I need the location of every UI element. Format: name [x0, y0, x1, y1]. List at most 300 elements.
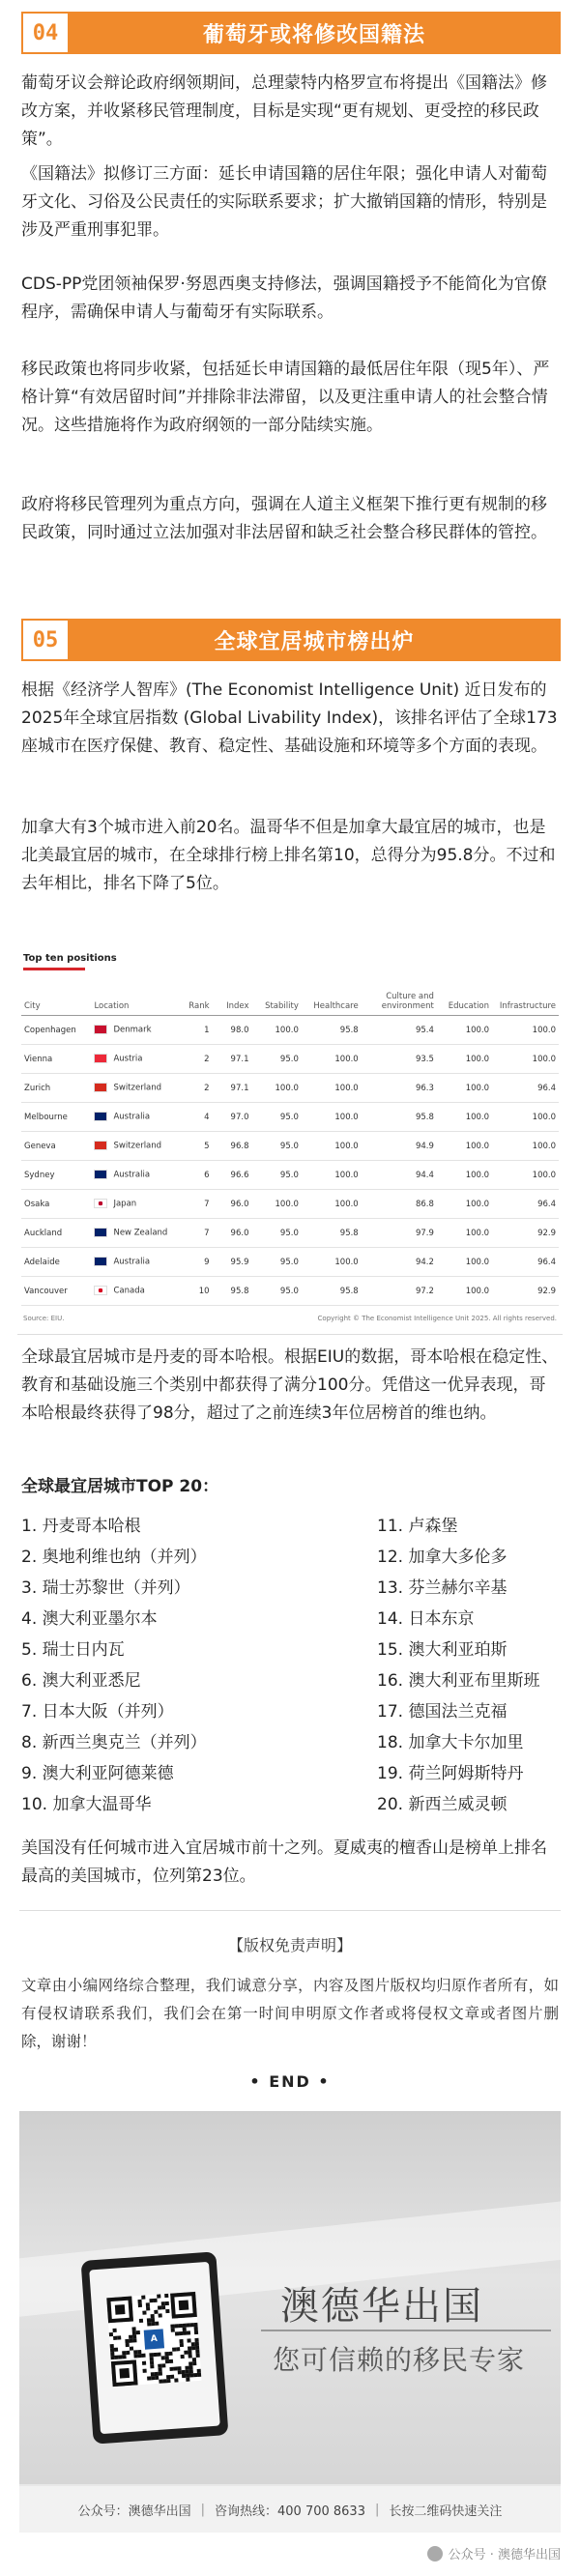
- infrastructure-cell-text: 100.0: [532, 1054, 556, 1064]
- healthcare-cell: [302, 1277, 362, 1306]
- index-cell-text: 97.1: [230, 1054, 249, 1064]
- stability-cell-text: 95.0: [279, 1286, 299, 1296]
- education-cell: [437, 1219, 492, 1248]
- infrastructure-cell: [492, 1103, 559, 1132]
- brand-banner: [19, 2111, 561, 2533]
- culture-cell: [362, 1103, 437, 1132]
- city-cell-text: Sydney: [24, 1170, 55, 1180]
- top20-list-item: 13. 芬兰赫尔辛基: [377, 1578, 508, 1598]
- nz-flag-icon: [94, 1228, 107, 1237]
- education-cell: [437, 1045, 492, 1074]
- ch-flag-icon: [94, 1083, 107, 1092]
- stability-cell: [251, 1045, 301, 1074]
- qr-module: [142, 2369, 146, 2373]
- index-cell-text: 96.8: [230, 1141, 249, 1151]
- qr-module: [194, 2330, 198, 2334]
- col-header: Stability: [251, 982, 301, 1016]
- qr-module: [181, 2355, 185, 2359]
- jp-flag-icon: [94, 1199, 107, 1208]
- table-row: [21, 1132, 559, 1161]
- index-cell: [213, 1103, 252, 1132]
- qr-module: [187, 2330, 190, 2334]
- top20-list-item: 5. 瑞士日内瓦: [21, 1640, 125, 1660]
- end-marker: • END •: [249, 2072, 331, 2091]
- qr-module: [136, 2330, 140, 2334]
- stability-cell: [251, 1132, 301, 1161]
- footer-separator: |: [374, 2502, 380, 2517]
- infrastructure-cell-text: 92.9: [537, 1286, 556, 1296]
- top20-list-item: 18. 加拿大卡尔加里: [377, 1733, 524, 1752]
- rank-cell-text: 5: [204, 1141, 210, 1151]
- rank-cell-text: 4: [204, 1112, 210, 1122]
- rank-cell-text: 6: [204, 1170, 210, 1180]
- au-flag-icon: [94, 1257, 107, 1266]
- infrastructure-cell: [492, 1277, 559, 1306]
- qr-module: [180, 2343, 184, 2347]
- table-title: Top ten positions: [23, 953, 117, 964]
- col-header: Education: [437, 982, 492, 1016]
- stability-cell: [251, 1016, 301, 1045]
- culture-cell-text: 94.2: [415, 1257, 434, 1267]
- healthcare-cell: [302, 1219, 362, 1248]
- section-title: 全球宜居城市榜出炉: [70, 621, 559, 659]
- qr-module: [126, 2351, 130, 2355]
- index-cell: [213, 1161, 252, 1190]
- city-cell: [21, 1103, 91, 1132]
- stability-cell-text: 100.0: [275, 1025, 299, 1035]
- footer-account: 公众号：澳德华出国: [77, 2504, 191, 2519]
- qr-module: [114, 2348, 118, 2352]
- top20-list-item: 19. 荷兰阿姆斯特丹: [377, 1764, 524, 1783]
- stability-cell-text: 95.0: [279, 1054, 299, 1064]
- brand-name: 澳德华出国: [280, 2284, 483, 2329]
- phone-screen: [89, 2262, 220, 2434]
- col-header: Healthcare: [302, 982, 362, 1016]
- index-cell-text: 97.1: [230, 1083, 249, 1093]
- education-cell: [437, 1132, 492, 1161]
- qr-module: [197, 2373, 201, 2377]
- healthcare-cell-text: 100.0: [334, 1141, 359, 1151]
- top20-list-item: 2. 奥地利维也纳（并列）: [21, 1548, 207, 1567]
- qr-module: [159, 2372, 162, 2376]
- top20-heading: 全球最宜居城市TOP 20：: [21, 1477, 219, 1496]
- index-cell: [213, 1219, 252, 1248]
- top20-list-item: 17. 德国法兰克福: [377, 1702, 508, 1722]
- education-cell: [437, 1248, 492, 1277]
- location-cell-text: Canada: [113, 1286, 145, 1296]
- qr-module: [122, 2355, 126, 2359]
- paragraph: 《国籍法》拟修订三方面：延长申请国籍的居住年限；强化申请人对葡萄牙文化、习俗及公民责任的实际联系要求；扩大撤销国籍的情形，特别是涉及严重刑事犯罪。: [21, 164, 547, 240]
- stability-cell-text: 95.0: [279, 1228, 299, 1238]
- education-cell-text: 100.0: [465, 1083, 490, 1093]
- culture-cell-text: 96.3: [415, 1083, 434, 1093]
- index-cell: [213, 1248, 252, 1277]
- table-row: [21, 1016, 559, 1045]
- ca-flag-icon: [94, 1286, 107, 1295]
- infrastructure-cell-text: 100.0: [532, 1112, 556, 1122]
- infrastructure-cell: [492, 1132, 559, 1161]
- paragraph: 全球最宜居城市是丹麦的哥本哈根。根据EIU的数据，哥本哈根在稳定性、教育和基础设施三个类别中都获得了满分100分。凭借这一优异表现，哥本哈根最终获得了98分，超过了之前连续3年位居榜首的维也纳。: [21, 1347, 559, 1423]
- location-cell-text: Switzerland: [113, 1083, 162, 1093]
- city-cell: [21, 1277, 91, 1306]
- rank-cell: [180, 1248, 212, 1277]
- healthcare-cell-text: 100.0: [334, 1083, 359, 1093]
- location-cell-text: Australia: [113, 1257, 151, 1267]
- education-cell-text: 100.0: [465, 1054, 490, 1064]
- footer-separator: |: [200, 2502, 205, 2517]
- qr-module: [141, 2296, 145, 2300]
- location-cell: [91, 1219, 180, 1248]
- col-header: Rank: [180, 982, 212, 1016]
- infrastructure-cell: [492, 1074, 559, 1103]
- culture-cell-text: 93.5: [415, 1054, 434, 1064]
- qr-module: [161, 2363, 165, 2367]
- education-cell: [437, 1103, 492, 1132]
- city-cell-text: Osaka: [24, 1199, 50, 1209]
- rank-cell-text: 2: [204, 1083, 210, 1093]
- top20-list-item: 15. 澳大利亚珀斯: [377, 1640, 508, 1660]
- top20-list-item: 7. 日本大阪（并列）: [21, 1702, 174, 1722]
- rank-cell: [180, 1132, 212, 1161]
- healthcare-cell-text: 100.0: [334, 1199, 359, 1209]
- table-row: [21, 1103, 559, 1132]
- qr-module: [157, 2294, 160, 2298]
- table-header-row: [21, 982, 559, 1016]
- healthcare-cell-text: 100.0: [334, 1054, 359, 1064]
- index-cell: [213, 1277, 252, 1306]
- culture-cell: [362, 1277, 437, 1306]
- top20-list-item: 1. 丹麦哥本哈根: [21, 1517, 141, 1536]
- brand-slogan: 您可信赖的移民专家: [273, 2344, 526, 2376]
- brand-divider: [261, 2330, 551, 2331]
- healthcare-cell: [302, 1132, 362, 1161]
- infrastructure-cell-text: 92.9: [537, 1228, 556, 1238]
- rank-cell-text: 2: [204, 1054, 210, 1064]
- table-row: [21, 1161, 559, 1190]
- stability-cell-text: 95.0: [279, 1141, 299, 1151]
- qr-finder: [170, 2292, 197, 2319]
- index-cell-text: 96.0: [230, 1228, 249, 1238]
- stability-cell: [251, 1219, 301, 1248]
- healthcare-cell: [302, 1045, 362, 1074]
- healthcare-cell: [302, 1074, 362, 1103]
- top20-list-item: 12. 加拿大多伦多: [377, 1548, 508, 1567]
- stability-cell-text: 95.0: [279, 1170, 299, 1180]
- qr-module: [165, 2301, 169, 2305]
- qr-module: [138, 2303, 142, 2307]
- top-ten-table: [21, 982, 559, 1306]
- infrastructure-cell: [492, 1219, 559, 1248]
- location-cell: [91, 1103, 180, 1132]
- rank-cell-text: 1: [204, 1025, 210, 1035]
- section-number: 04: [23, 14, 70, 52]
- healthcare-cell: [302, 1016, 362, 1045]
- qr-module: [155, 2322, 159, 2326]
- index-cell: [213, 1074, 252, 1103]
- table-row: [21, 1277, 559, 1306]
- education-cell-text: 100.0: [465, 1199, 490, 1209]
- paragraph: 美国没有任何城市进入宜居城市前十之列。夏威夷的檀香山是榜单上排名最高的美国城市，位列第23位。: [21, 1838, 547, 1886]
- stability-cell-text: 100.0: [275, 1083, 299, 1093]
- banner-footer: [19, 2486, 561, 2533]
- healthcare-cell-text: 100.0: [334, 1170, 359, 1180]
- location-cell: [91, 1016, 180, 1045]
- paragraph: 根据《经济学人智库》(The Economist Intelligence Unit) 近日发布的2025年全球宜居指数 (Global Livability Index)，该排名评估了全球173座城市在医疗保健、教育、稳定性、基础设施和环境等多个方面的表现。: [21, 680, 558, 756]
- qr-module: [132, 2338, 136, 2342]
- culture-cell: [362, 1161, 437, 1190]
- index-cell-text: 97.0: [230, 1112, 249, 1122]
- location-cell: [91, 1161, 180, 1190]
- city-cell-text: Vancouver: [24, 1286, 68, 1296]
- paragraph: 移民政策也将同步收紧，包括延长申请国籍的最低居住年限（现5年）、严格计算“有效居留时间”并排除非法滞留，以及更注重申请人的社会整合情况。这些措施将作为政府纲领的一部分陆续实施。: [21, 360, 550, 435]
- location-cell: [91, 1074, 180, 1103]
- city-cell: [21, 1132, 91, 1161]
- stability-cell-text: 95.0: [279, 1257, 299, 1267]
- city-cell: [21, 1161, 91, 1190]
- location-cell-text: Denmark: [113, 1025, 152, 1035]
- index-cell: [213, 1045, 252, 1074]
- top20-list-item: 3. 瑞士苏黎世（并列）: [21, 1578, 190, 1598]
- watermark-text: 公众号 · 澳德华出国: [448, 2548, 561, 2562]
- table-title-accent: [23, 968, 85, 970]
- copyright-title: 【版权免责声明】: [227, 1936, 352, 1954]
- infrastructure-cell-text: 96.4: [537, 1083, 556, 1093]
- qr-finder: [106, 2297, 133, 2324]
- footer-hotline: 咨询热线：400 700 8633: [215, 2504, 365, 2519]
- col-header: Infrastructure: [492, 982, 559, 1016]
- city-cell: [21, 1074, 91, 1103]
- watermark: [427, 2544, 561, 2562]
- section-title: 葡萄牙或将修改国籍法: [70, 14, 559, 52]
- location-cell: [91, 1045, 180, 1074]
- culture-cell: [362, 1074, 437, 1103]
- section-header-05: [21, 619, 561, 661]
- city-cell: [21, 1045, 91, 1074]
- qr-finder: [111, 2359, 138, 2387]
- rank-cell-text: 10: [198, 1286, 210, 1296]
- table-copyright: Copyright © The Economist Intelligence Unit 2025. All rights reserved.: [317, 1315, 557, 1322]
- stability-cell: [251, 1277, 301, 1306]
- qr-module: [112, 2329, 116, 2332]
- infrastructure-cell-text: 100.0: [532, 1170, 556, 1180]
- qr-module: [142, 2311, 146, 2315]
- city-cell: [21, 1016, 91, 1045]
- city-cell-text: Copenhagen: [24, 1025, 76, 1035]
- top20-list-item: 6. 澳大利亚悉尼: [21, 1671, 141, 1691]
- stability-cell: [251, 1190, 301, 1219]
- stability-cell: [251, 1103, 301, 1132]
- culture-cell-text: 86.8: [415, 1199, 434, 1209]
- culture-cell: [362, 1190, 437, 1219]
- infrastructure-cell-text: 100.0: [532, 1141, 556, 1151]
- qr-module: [169, 2359, 173, 2363]
- qr-module: [142, 2361, 146, 2365]
- section-header-04: [21, 12, 561, 54]
- copyright-body: 文章由小编网络综合整理，我们诚意分享，内容及图片版权均归原作者所有，如有侵权请联系我们，我们会在第一时间申明原文作者或将侵权文章或者图片删除，谢谢！: [21, 1977, 559, 2050]
- top20-list-item: 11. 卢森堡: [377, 1517, 458, 1536]
- phone-illustration: [81, 2251, 229, 2444]
- paragraph: 葡萄牙议会辩论政府纲领期间，总理蒙特内格罗宣布将提出《国籍法》修改方案，并收紧移民管理制度，目标是实现“更有规划、更受控的移民政策”。: [21, 73, 547, 149]
- index-cell: [213, 1190, 252, 1219]
- location-cell-text: New Zealand: [113, 1228, 168, 1238]
- table-row: [21, 1190, 559, 1219]
- location-cell-text: Japan: [113, 1199, 137, 1209]
- healthcare-cell-text: 100.0: [334, 1257, 359, 1267]
- qr-module: [164, 2294, 168, 2298]
- qr-module: [146, 2306, 150, 2310]
- paragraph: 政府将移民管理列为重点方向，强调在人道主义框架下推行更有规制的移民政策，同时通过立法加强对非法居留和缺乏社会整合移民群体的管控。: [21, 495, 547, 542]
- healthcare-cell-text: 95.8: [339, 1025, 359, 1035]
- qr-module: [117, 2335, 121, 2339]
- culture-cell-text: 94.4: [415, 1170, 434, 1180]
- table-row: [21, 1219, 559, 1248]
- education-cell: [437, 1074, 492, 1103]
- qr-module: [141, 2354, 145, 2358]
- stability-cell: [251, 1161, 301, 1190]
- city-cell: [21, 1219, 91, 1248]
- index-cell: [213, 1016, 252, 1045]
- index-cell-text: 96.0: [230, 1199, 249, 1209]
- education-cell-text: 100.0: [465, 1286, 490, 1296]
- top20-list-item: 14. 日本东京: [377, 1609, 475, 1629]
- healthcare-cell-text: 95.8: [339, 1228, 359, 1238]
- footer-qr-hint: 长按二维码快速关注: [389, 2504, 503, 2519]
- infrastructure-cell: [492, 1161, 559, 1190]
- infrastructure-cell-text: 96.4: [537, 1199, 556, 1209]
- city-cell-text: Zurich: [24, 1083, 51, 1093]
- infrastructure-cell: [492, 1248, 559, 1277]
- location-cell: [91, 1248, 180, 1277]
- rank-cell-text: 9: [204, 1257, 210, 1267]
- qr-code[interactable]: [106, 2292, 201, 2387]
- top20-list-item: 9. 澳大利亚阿德莱德: [21, 1764, 174, 1783]
- location-cell-text: Austria: [113, 1054, 143, 1064]
- healthcare-cell: [302, 1248, 362, 1277]
- location-cell-text: Australia: [113, 1170, 151, 1180]
- city-cell-text: Melbourne: [24, 1112, 68, 1122]
- stability-cell-text: 100.0: [275, 1199, 299, 1209]
- culture-cell: [362, 1016, 437, 1045]
- top20-list-item: 10. 加拿大温哥华: [21, 1795, 152, 1814]
- qr-module: [139, 2319, 143, 2323]
- top20-list-item: 20. 新西兰威灵顿: [377, 1795, 508, 1814]
- qr-module: [166, 2379, 170, 2383]
- city-cell-text: Geneva: [24, 1141, 56, 1151]
- healthcare-cell: [302, 1190, 362, 1219]
- table-footer: [23, 1315, 557, 1322]
- wechat-icon: [427, 2546, 443, 2562]
- qr-module: [159, 2313, 162, 2317]
- top20-list-item: 8. 新西兰奥克兰（并列）: [21, 1733, 207, 1752]
- rank-cell: [180, 1190, 212, 1219]
- qr-module: [174, 2378, 178, 2382]
- au-flag-icon: [94, 1170, 107, 1179]
- paragraph: CDS-PP党团领袖保罗·努恩西奥支持修法，强调国籍授予不能简化为官僚程序，需确保申请人与葡萄牙有实际联系。: [21, 275, 547, 322]
- healthcare-cell: [302, 1161, 362, 1190]
- culture-cell-text: 95.8: [415, 1112, 434, 1122]
- section-number: 05: [23, 621, 70, 659]
- table-source: Source: EIU.: [23, 1315, 65, 1322]
- qr-module: [176, 2347, 180, 2351]
- stability-cell: [251, 1074, 301, 1103]
- culture-cell: [362, 1248, 437, 1277]
- rank-cell: [180, 1219, 212, 1248]
- col-header: Location: [91, 982, 180, 1016]
- qr-module: [150, 2364, 154, 2368]
- paragraph: 加拿大有3个城市进入前20名。温哥华不但是加拿大最宜居的城市，也是北美最宜居的城市，在全球排行榜上排名第10，总得分为95.8分。不过和去年相比，排名下降了5位。: [21, 818, 556, 893]
- city-cell-text: Adelaide: [24, 1257, 60, 1267]
- index-cell-text: 95.8: [230, 1286, 249, 1296]
- culture-cell: [362, 1132, 437, 1161]
- qr-module: [192, 2361, 196, 2365]
- location-cell: [91, 1132, 180, 1161]
- qr-module: [165, 2309, 169, 2313]
- index-cell-text: 98.0: [230, 1025, 249, 1035]
- infrastructure-cell-text: 96.4: [537, 1257, 556, 1267]
- location-cell: [91, 1277, 180, 1306]
- ch-flag-icon: [94, 1141, 107, 1150]
- culture-cell-text: 97.9: [415, 1228, 434, 1238]
- culture-cell-text: 94.9: [415, 1141, 434, 1151]
- qr-module: [153, 2299, 157, 2302]
- city-cell: [21, 1248, 91, 1277]
- culture-cell: [362, 1045, 437, 1074]
- divider: [19, 1910, 561, 1911]
- education-cell: [437, 1190, 492, 1219]
- table-row: [21, 1045, 559, 1074]
- col-header: City: [21, 982, 91, 1016]
- table-row: [21, 1248, 559, 1277]
- healthcare-cell: [302, 1103, 362, 1132]
- education-cell-text: 100.0: [465, 1141, 490, 1151]
- qr-module: [168, 2352, 172, 2356]
- infrastructure-cell-text: 100.0: [532, 1025, 556, 1035]
- healthcare-cell-text: 95.8: [339, 1286, 359, 1296]
- location-cell: [91, 1190, 180, 1219]
- rank-cell: [180, 1103, 212, 1132]
- qr-module: [196, 2354, 200, 2358]
- location-cell-text: Switzerland: [113, 1141, 162, 1151]
- education-cell: [437, 1161, 492, 1190]
- education-cell-text: 100.0: [465, 1257, 490, 1267]
- city-cell-text: Vienna: [24, 1054, 53, 1064]
- top20-list-item: 4. 澳大利亚墨尔本: [21, 1609, 158, 1629]
- education-cell-text: 100.0: [465, 1228, 490, 1238]
- education-cell: [437, 1277, 492, 1306]
- livability-table-figure: [17, 928, 563, 1335]
- education-cell-text: 100.0: [465, 1170, 490, 1180]
- index-cell-text: 96.6: [230, 1170, 249, 1180]
- education-cell-text: 100.0: [465, 1025, 490, 1035]
- culture-cell-text: 95.4: [415, 1025, 434, 1035]
- rank-cell-text: 7: [204, 1228, 210, 1238]
- index-cell-text: 95.9: [230, 1257, 249, 1267]
- top20-list-item: 16. 澳大利亚布里斯班: [377, 1671, 540, 1691]
- infrastructure-cell: [492, 1045, 559, 1074]
- index-cell: [213, 1132, 252, 1161]
- education-cell: [437, 1016, 492, 1045]
- at-flag-icon: [94, 1054, 107, 1063]
- rank-cell: [180, 1277, 212, 1306]
- stability-cell: [251, 1248, 301, 1277]
- infrastructure-cell: [492, 1016, 559, 1045]
- infrastructure-cell: [492, 1190, 559, 1219]
- rank-cell: [180, 1161, 212, 1190]
- culture-cell-text: 97.2: [415, 1286, 434, 1296]
- healthcare-cell-text: 100.0: [334, 1112, 359, 1122]
- rank-cell: [180, 1045, 212, 1074]
- rank-cell: [180, 1074, 212, 1103]
